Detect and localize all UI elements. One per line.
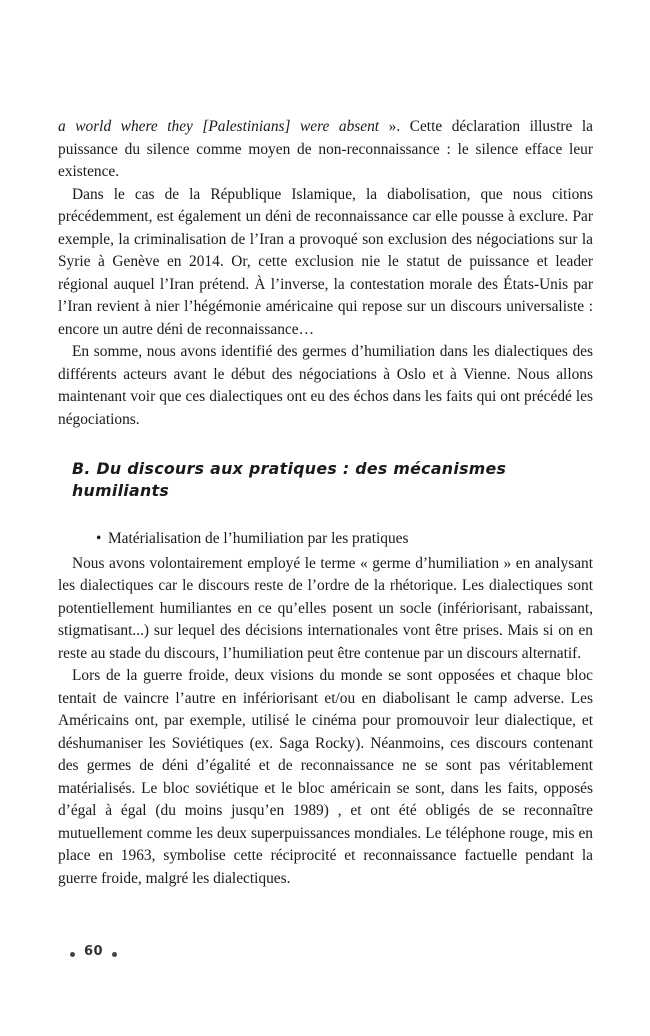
section-heading: B. Du discours aux pratiques : des mécanismes humiliants — [72, 459, 507, 500]
bullet-item — [96, 528, 593, 551]
paragraph-3: En somme, nous avons identifié des germes d’humiliation dans les dialectiques des différents acteurs avant le début des négociations à Oslo et à Vienne. Nous allons maintenant voir que ces dialectiques ont eu des échos dans les faits qui ont précédé les négociations. — [58, 343, 593, 428]
quote-italic: a world where they [Palestinians] were absent — [58, 118, 380, 135]
page-footer — [70, 944, 117, 959]
bullet-dot: • — [96, 530, 102, 547]
footer-dot-right — [112, 952, 117, 957]
paragraph-1 — [58, 116, 593, 184]
page-body — [58, 116, 593, 890]
paragraph-4: Nous avons volontairement employé le terme « germe d’humiliation » en analysant les dialectiques car le discours reste de l’ordre de la rhétorique. Les dialectiques sont potentiellement humiliantes en ce qu’elles posent un socle (infériorisant, rabaissant, stigmatisant...) sur lequel des décisions internationales vont être prises. Mais si on en reste au stade du discours, l’humiliation peut être contenue par un discours alternatif. — [58, 554, 593, 662]
paragraph-1-text: ». Cette déclaration illustre la puissance du silence comme moyen de non-reconnaissance : le silence efface leur existence. — [58, 118, 593, 180]
paragraph-5: Lors de la guerre froide, deux visions du monde se sont opposées et chaque bloc tentait de vaincre l’autre en infériorisant et/ou en diabolisant le camp adverse. Les Américains ont, par exemple, utilisé le cinéma pour promouvoir leur dialectique, et déshumaniser les Soviétiques (ex. Saga Rocky). Néanmoins, ces discours contenant des germes de déni d’égalité et de reconnaissance ne se sont pas véritablement matérialisés. Le bloc soviétique et le bloc américain se sont, dans les faits, opposés d’égal à égal (du moins jusqu’en 1989) , et ont été obligés de se reconnaître mutuellement comme les deux superpuissances mondiales. Le téléphone rouge, mis en place en 1963, symbolise cette réciprocité et reconnaissance factuelle pendant la guerre froide, malgré les dialectiques. — [58, 667, 593, 887]
paragraph-2: Dans le cas de la République Islamique, la diabolisation, que nous citions précédemment, est également un déni de reconnaissance car elle pousse à exclure. Par exemple, la criminalisation de l’Iran a provoqué son exclusion des négociations sur la Syrie à Genève en 2014. Or, cette exclusion nie le statut de puissance et leader régional auquel l’Iran prétend. À l’inverse, la contestation morale des États-Unis par l’Iran revient à nier l’hégémonie américaine qui repose sur un discours universaliste : encore un autre déni de reconnaissance… — [58, 185, 593, 338]
page-number: 60 — [84, 944, 104, 959]
footer-dot-left — [70, 952, 75, 957]
bullet-text: Matérialisation de l’humiliation par les pratiques — [108, 530, 409, 547]
